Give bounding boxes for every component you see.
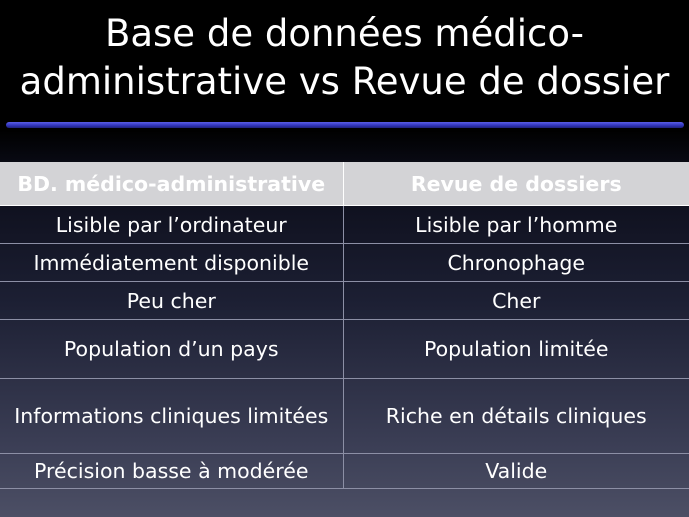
table-row	[0, 379, 689, 454]
table-header-row	[0, 162, 689, 206]
title-underline-rule	[6, 122, 684, 128]
table-cell-admin: Précision basse à modérée	[0, 454, 343, 489]
table-cell-review: Population limitée	[343, 320, 689, 379]
table-cell-review: Chronophage	[343, 244, 689, 282]
table-cell-admin: Population d’un pays	[0, 320, 343, 379]
table-cell-admin: Informations cliniques limitées	[0, 379, 343, 454]
table-row	[0, 244, 689, 282]
slide-title-line-1: Base de données médico-	[104, 12, 585, 55]
table-cell-review: Lisible par l’homme	[343, 206, 689, 244]
table-cell-review: Valide	[343, 454, 689, 489]
table-cell-admin: Lisible par l’ordinateur	[0, 206, 343, 244]
slide-title-line-2: administrative vs Revue de dossier	[19, 60, 670, 103]
table-cell-review: Cher	[343, 282, 689, 320]
comparison-table	[0, 162, 689, 489]
header-chart-review: Revue de dossiers	[343, 162, 689, 206]
table-row	[0, 454, 689, 489]
slide-title	[0, 10, 689, 106]
table-row	[0, 320, 689, 379]
table-cell-admin: Peu cher	[0, 282, 343, 320]
table-cell-admin: Immédiatement disponible	[0, 244, 343, 282]
table-row	[0, 282, 689, 320]
table-cell-review: Riche en détails cliniques	[343, 379, 689, 454]
table-row	[0, 206, 689, 244]
header-admin-database: BD. médico-administrative	[0, 162, 343, 206]
